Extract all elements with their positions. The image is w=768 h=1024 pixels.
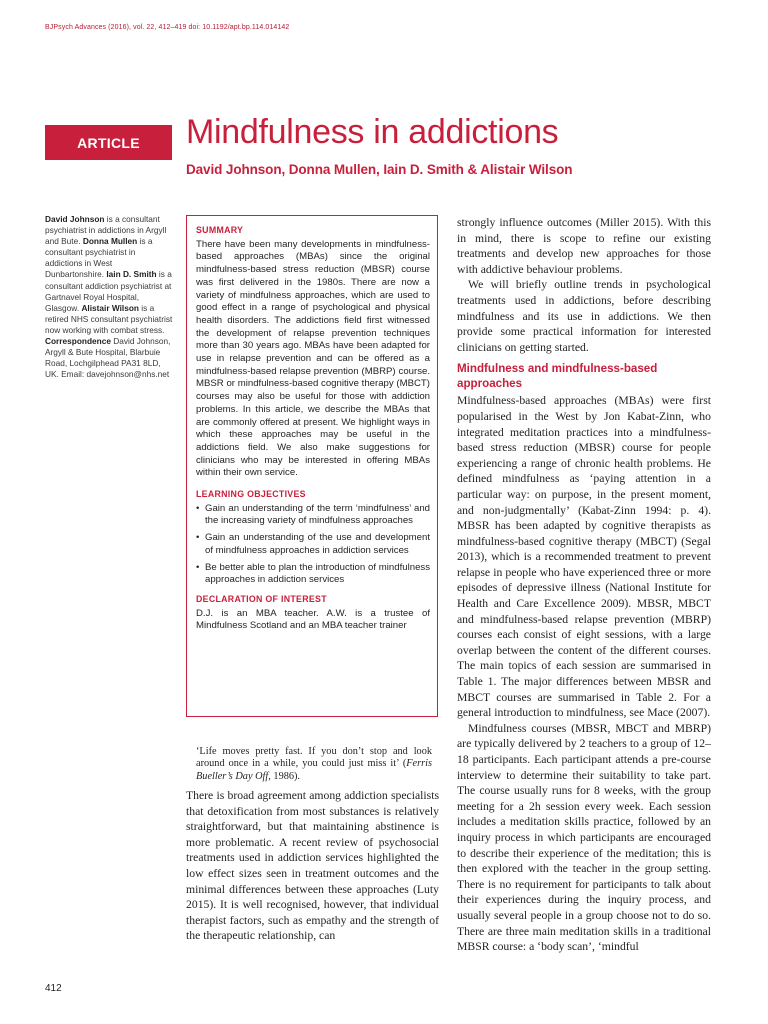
epigraph-year: , 1986). (268, 770, 301, 782)
body-paragraph: We will briefly outline trends in psychological treatments used in addictions, before describing mindfulness and its use in addictions. We then provide some practical information for interested clinicians on getting started. (457, 278, 711, 354)
summary-box (186, 215, 438, 717)
list-item: • Be better able to plan the introduction of mindfulness approaches in addiction services (196, 562, 430, 587)
learning-objectives-list (196, 503, 430, 587)
declaration-text: D.J. is an MBA teacher. A.W. is a trustee of Mindfulness Scotland and an MBA teacher trainer (196, 607, 430, 632)
author-bio-text: is a consultant psychiatrist in addictions in West Dunbartonshire. (45, 236, 153, 280)
declaration-heading: DECLARATION OF INTEREST (196, 593, 327, 604)
author-name: Alistair Wilson (81, 302, 139, 313)
body-paragraph: strongly influence outcomes (Miller 2015). With this in mind, there is scope to refine our existing treatments and develop new approaches for those with addictive behaviour problems. (457, 216, 711, 276)
summary-text: There have been many developments in mindfulness-based approaches (MBAs) since the original mindfulness-based stress reduction (MBSR) course was first delivered in the 1980s. There are now a variety of mindfulness approaches, which are used to good effect in a range of psychological and physical health disorders. The addictions field first witnessed the development of relapse prevention techniques more than 30 years ago. MBAs have been adapted for use in relapse prevention and can be offered as a mindfulness-based relapse prevention (MBRP) course. MBSR or mindfulness-based cognitive therapy (MBCT) courses may also be useful for those with addiction problems. In this article, we describe the MBAs that are commonly offered at present. We highlight ways in which these approaches may be useful in the addictions field. We also make suggestions for clinicians who may be interested in offering MBAs within their own service. (196, 238, 430, 479)
epigraph-source: Ferris Bueller’s Day Off (196, 758, 432, 782)
section-heading: Mindfulness and mindfulness-based approaches (457, 362, 658, 391)
body-column-right (457, 215, 711, 955)
learning-objectives-heading: LEARNING OBJECTIVES (196, 489, 306, 500)
author-bio-text: is a consultant psychiatrist in addictions in Argyll and Bute. (45, 214, 167, 247)
author-bio-text: is a retired NHS consultant psychiatrist now working with combat stress. (45, 302, 173, 335)
article-title: Mindfulness in addictions (186, 113, 559, 151)
page-number: 412 (45, 983, 62, 994)
article-type-badge: ARTICLE (45, 125, 172, 160)
correspondence-label: Correspondence (45, 336, 111, 347)
author-name: Iain D. Smith (106, 269, 157, 280)
summary-heading: SUMMARY (196, 225, 244, 235)
author-bio (45, 214, 173, 336)
author-info-sidebar (45, 214, 173, 380)
author-name: Donna Mullen (82, 236, 138, 247)
author-list: David Johnson, Donna Mullen, Iain D. Smith & Alistair Wilson (186, 162, 573, 177)
list-item: • Gain an understanding of the use and development of mindfulness approaches in addiction services (196, 532, 430, 557)
body-column-left (186, 788, 439, 944)
body-paragraph: There is broad agreement among addiction specialists that detoxification from most substances is relatively straightforward, but that maintaining abstinence is more problematic. A recent review of psychosocial treatments used in addiction services highlighted the low effect sizes seen in treatment outcomes and the minimal differences between these approaches (Luty 2015). It is well recognised, however, that individual therapist factors, such as empathy and the strength of the therapeutic relationship, can (186, 789, 439, 943)
body-paragraph: Mindfulness-based approaches (MBAs) were first popularised in the West by Jon Kabat-Zinn, who integrated meditation practices into a mindfulness-based stress reduction (MBSR) course for people experiencing a range of chronic health problems. He defined mindfulness as ‘paying attention in a particular way: on purpose, in the present moment, and non-judgmentally’ (Kabat-Zinn 1994: p. 4). MBSR has been adapted by cognitive therapists as mindfulness-based cognitive therapy (MBCT) (Segal 2013), which is a recommended treatment to prevent relapse in people who have experienced three or more episodes of depressive illness (National Institute for Health and Care Excellence 2009). MBSR, MBCT and mindfulness-based relapse prevention (MBRP) courses each consist of eight sessions, with a large overlap between the content of the different courses. The main topics of each session are summarised in Table 1. The major differences between MBSR and MBCT courses are summarised in Table 2. For a general introduction to mindfulness, see Mace (2007). (457, 394, 711, 720)
list-item: • Gain an understanding of the term ‘mindfulness’ and the increasing variety of mindfulness approaches (196, 503, 430, 528)
body-paragraph: Mindfulness courses (MBSR, MBCT and MBRP) are typically delivered by 2 teachers to a group of 12–18 participants. Each participant attends a pre-course interview to determine their suitability to take part. The course usually runs for 8 weeks, with the group meeting for a 2h session every week. Each session includes a meditation skills practice, followed by an inquiry process in which participants are encouraged to describe their experience of the meditation; this is then explored with the teacher in the group setting. There is no requirement for participants to talk about their experiences during the inquiry process, and usually several people in a group choose not to do so. There are three main meditation skills in a traditional MBSR course: a ‘body scan’, ‘mindful (457, 721, 711, 954)
author-name: David Johnson (45, 214, 105, 224)
correspondence (45, 336, 173, 380)
running-head: BJPsych Advances (2016), vol. 22, 412–419 doi: 10.1192/apt.bp.114.014142 (45, 24, 290, 31)
epigraph (196, 746, 432, 783)
epigraph-quote: ‘Life moves pretty fast. If you don’t stop and look around once in a while, you could just miss it’ ( (196, 746, 432, 770)
correspondence-text: David Johnson, Argyll & Bute Hospital, Blarbuie Road, Lochgilphead PA31 8LD, UK. Email: davejohnson@nhs.net (45, 336, 171, 380)
author-bio-text: is a consultant addiction psychiatrist at Gartnavel Royal Hospital, Glasgow. (45, 269, 172, 313)
